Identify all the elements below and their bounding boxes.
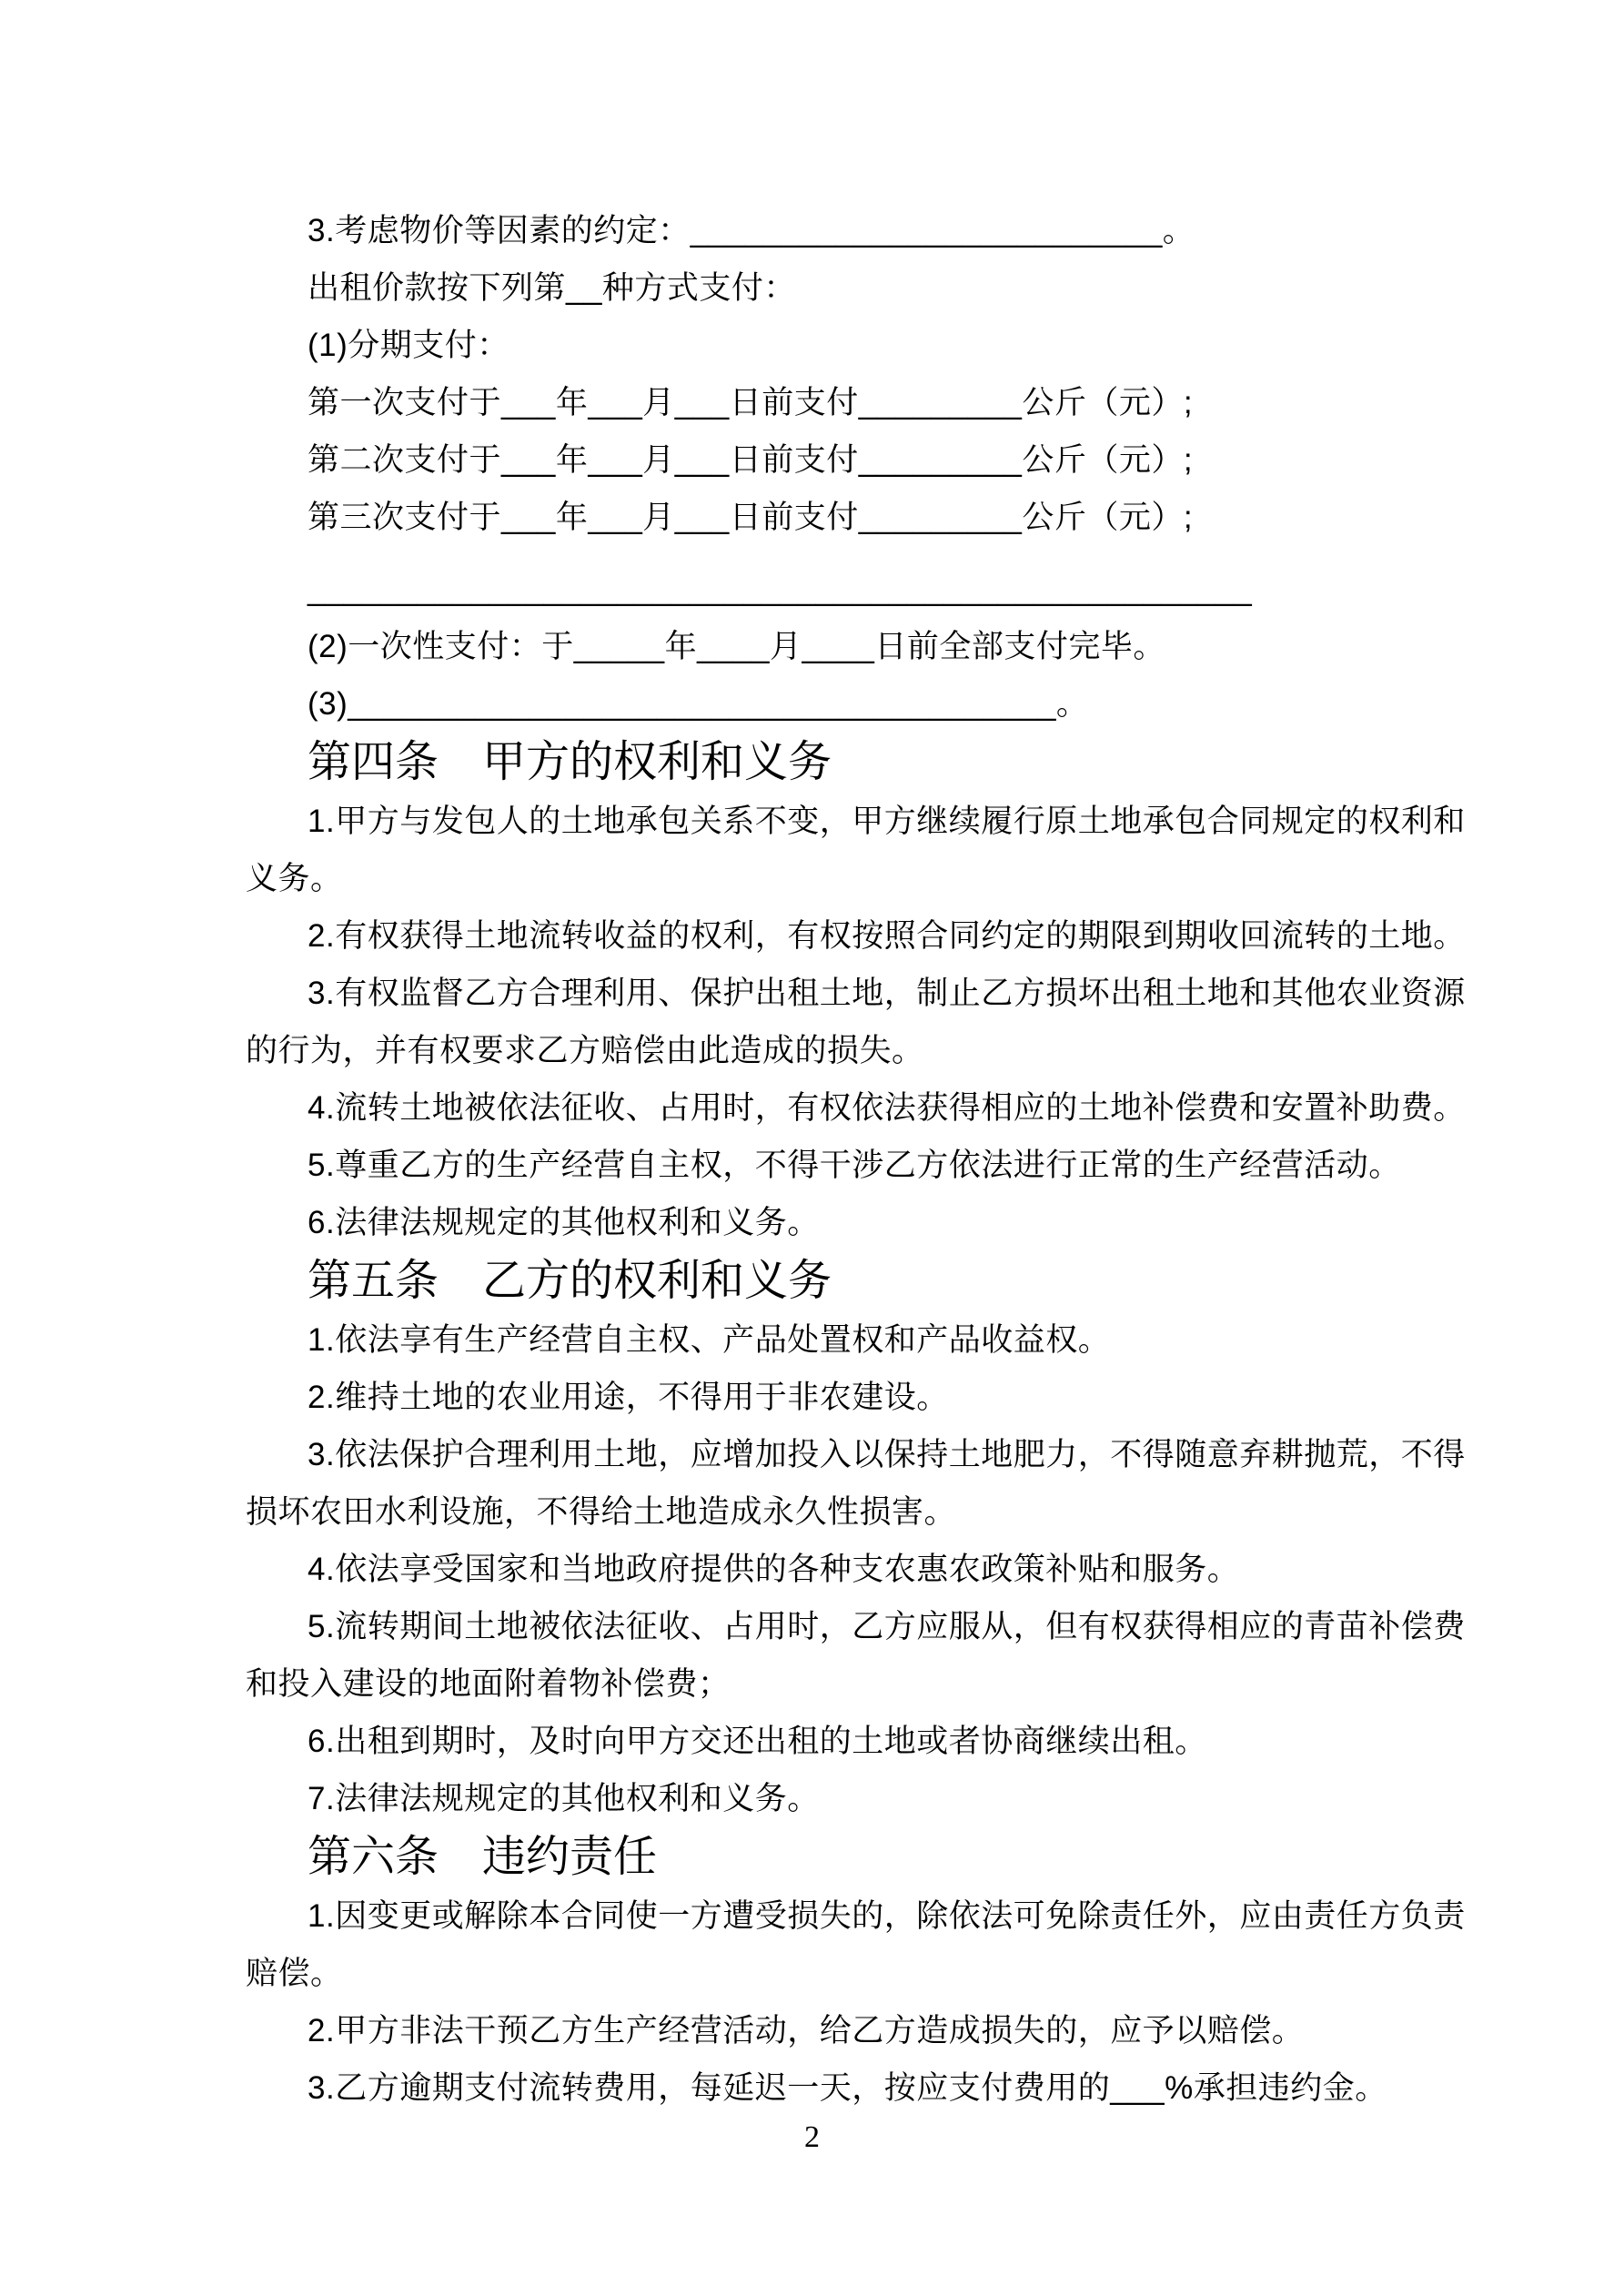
document-line: 2.有权获得土地流转收益的权利，有权按照合同约定的期限到期收回流转的土地。 — [308, 918, 1466, 954]
document-line: 3.依法保护合理利用土地，应增加投入以保持土地肥力，不得随意弃耕抛荒，不得 — [308, 1437, 1466, 1472]
document-line: 义务。 — [246, 861, 343, 896]
document-line: 出租价款按下列第__种方式支付： — [308, 270, 796, 306]
page-number: 2 — [804, 2120, 820, 2154]
document-line: 1.因变更或解除本合同使一方遭受损失的，除依法可免除责任外，应由责任方负责 — [308, 1898, 1466, 1934]
document-line: 和投入建设的地面附着物补偿费； — [246, 1666, 731, 1702]
document-line: (3)_______________________________________。 — [308, 686, 1089, 722]
document-line: 第二次支付于___年___月___日前支付_________公斤（元）; — [308, 442, 1194, 478]
document-line: 4.流转土地被依法征收、占用时，有权依法获得相应的土地补偿费和安置补助费。 — [308, 1090, 1466, 1126]
section-heading-article4: 第四条 甲方的权利和义务 — [308, 738, 832, 786]
document-line: (1)分期支付： — [308, 328, 509, 363]
section-heading-article6: 第六条 违约责任 — [308, 1833, 658, 1881]
document-line: 第一次支付于___年___月___日前支付_________公斤（元）; — [308, 385, 1194, 420]
document-line: 3.有权监督乙方合理利用、保护出租土地，制止乙方损坏出租土地和其他农业资源 — [308, 976, 1466, 1011]
document-line: 6.法律法规规定的其他权利和义务。 — [308, 1205, 820, 1240]
document-line: 的行为，并有权要求乙方赔偿由此造成的损失。 — [246, 1033, 924, 1068]
document-line: 6.出租到期时，及时向甲方交还出租的土地或者协商继续出租。 — [308, 1724, 1207, 1759]
document-line: 3.考虑物价等因素的约定：__________________________。 — [308, 213, 1195, 248]
document-line: 1.甲方与发包人的土地承包关系不变，甲方继续履行原土地承包合同规定的权利和 — [308, 804, 1466, 839]
document-line: 第三次支付于___年___月___日前支付_________公斤（元）; — [308, 500, 1194, 535]
document-line: 2.维持土地的农业用途，不得用于非农建设。 — [308, 1380, 949, 1415]
document-line: 3.乙方逾期支付流转费用，每延迟一天，按应支付费用的___%承担违约金。 — [308, 2070, 1387, 2106]
document-line: 4.依法享受国家和当地政府提供的各种支农惠农政策补贴和服务。 — [308, 1552, 1240, 1587]
section-heading-article5: 第五条 乙方的权利和义务 — [308, 1257, 832, 1305]
document-line: 损坏农田水利设施，不得给土地造成永久性损害。 — [246, 1494, 957, 1530]
document-line: 5.流转期间土地被依法征收、占用时，乙方应服从，但有权获得相应的青苗补偿费 — [308, 1609, 1466, 1644]
document-line: 2.甲方非法干预乙方生产经营活动，给乙方造成损失的，应予以赔偿。 — [308, 2013, 1305, 2048]
document-line: 7.法律法规规定的其他权利和义务。 — [308, 1781, 820, 1816]
document-content — [246, 202, 1466, 2117]
document-line: (2)一次性支付：于_____年____月____日前全部支付完毕。 — [308, 629, 1165, 664]
blank-fill-rule: ____________________________________________________ — [308, 571, 1253, 607]
document-line: 1.依法享有生产经营自主权、产品处置权和产品收益权。 — [308, 1322, 1111, 1358]
document-line: 赔偿。 — [246, 1956, 343, 1991]
document-line: 5.尊重乙方的生产经营自主权，不得干涉乙方依法进行正常的生产经营活动。 — [308, 1148, 1401, 1183]
